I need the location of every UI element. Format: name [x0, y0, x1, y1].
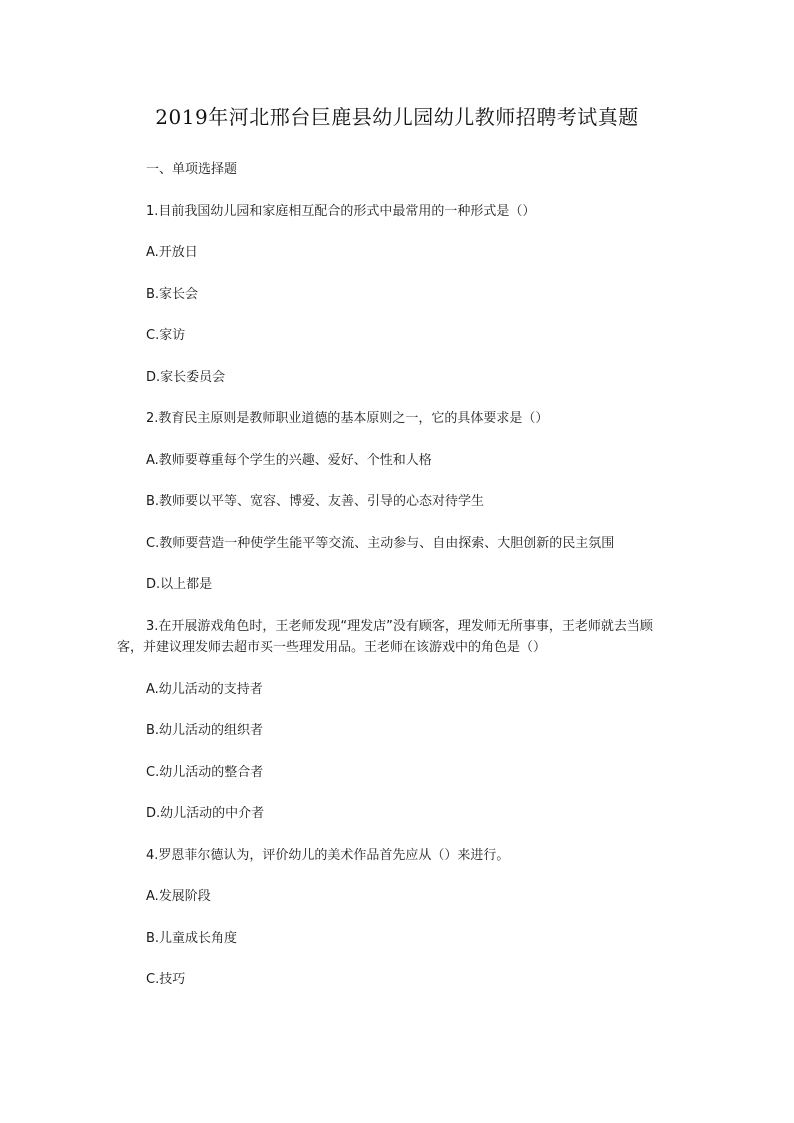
question-2-option-c: C.教师要营造一种使学生能平等交流、主动参与、自由探索、大胆创新的民主氛围	[146, 536, 615, 551]
question-2-stem: 2.教育民主原则是教师职业道德的基本原则之一，它的具体要求是（）	[146, 411, 549, 426]
question-1-option-a: A.开放日	[146, 245, 198, 260]
question-2-option-b: B.教师要以平等、宽容、博爱、友善、引导的心态对待学生	[146, 494, 485, 509]
question-4-stem: 4.罗恩菲尔德认为，评价幼儿的美术作品首先应从（）来进行。	[146, 848, 510, 863]
question-4-option-c: C.技巧	[146, 972, 186, 987]
question-4-option-b: B.儿童成长角度	[146, 931, 238, 946]
question-1-option-b: B.家长会	[146, 287, 199, 302]
question-1-option-d: D.家长委员会	[146, 370, 226, 385]
question-1-stem: 1.目前我国幼儿园和家庭相互配合的形式中最常用的一种形式是（）	[146, 204, 536, 219]
question-3-option-a: A.幼儿活动的支持者	[146, 682, 263, 697]
question-2-option-a: A.教师要尊重每个学生的兴趣、爱好、个性和人格	[146, 453, 432, 468]
question-3-option-b: B.幼儿活动的组织者	[146, 723, 264, 738]
question-3-option-d: D.幼儿活动的中介者	[146, 806, 265, 821]
question-1-option-c: C.家访	[146, 328, 186, 343]
question-3-option-c: C.幼儿活动的整合者	[146, 765, 264, 780]
question-2-option-d: D.以上都是	[146, 577, 213, 592]
question-3-stem: 3.在开展游戏角色时，王老师发现“理发店”没有顾客，理发师无所事事，王老师就去当顾客，并建议理发师去超市买一些理发用品。王老师在该游戏中的角色是（）	[117, 619, 653, 655]
page-title: 2019年河北邢台巨鹿县幼儿园幼儿教师招聘考试真题	[155, 105, 639, 129]
section-heading: 一、单项选择题	[146, 162, 238, 177]
question-4-option-a: A.发展阶段	[146, 889, 211, 904]
